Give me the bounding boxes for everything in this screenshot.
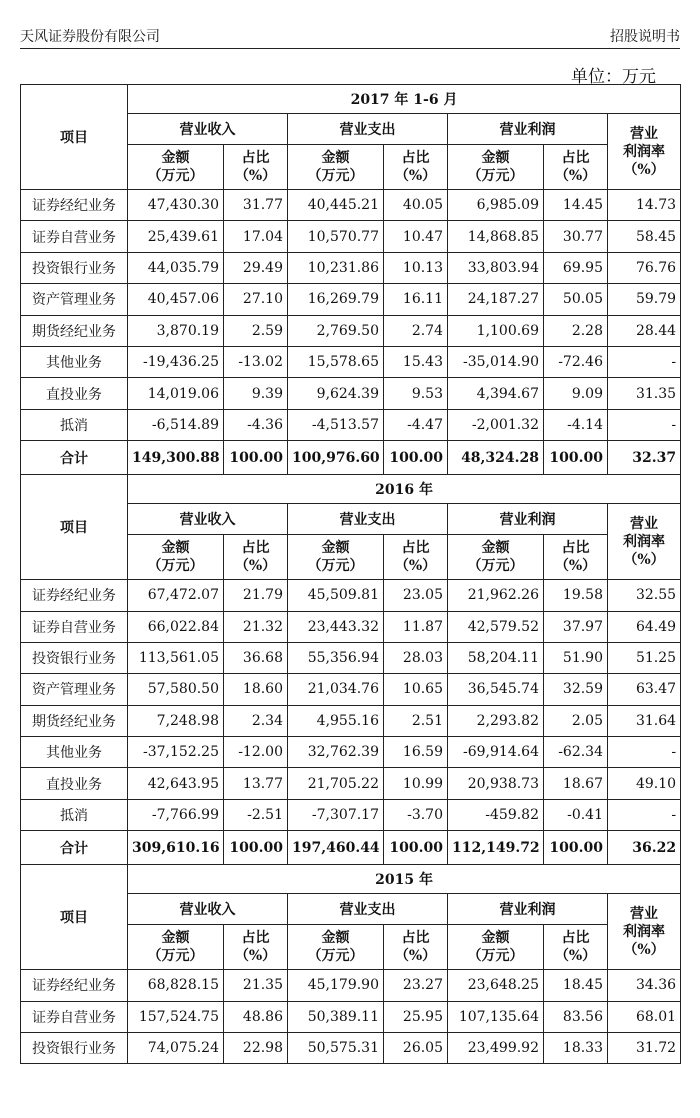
total-row <box>21 831 681 865</box>
value-cell: 17.04 <box>224 221 288 252</box>
ratio-header: 占比 （%） <box>384 535 448 580</box>
profit-header: 营业利润 <box>448 504 608 535</box>
total-label: 合计 <box>21 831 128 865</box>
value-cell: 66,022.84 <box>128 611 224 642</box>
amount-header: 金额 （万元） <box>128 145 224 190</box>
value-cell: 13.77 <box>224 768 288 799</box>
period-title: 2015 年 <box>128 865 681 894</box>
revenue-header: 营业收入 <box>128 114 288 145</box>
value-cell: 32.59 <box>544 674 608 705</box>
value-cell: 10.65 <box>384 674 448 705</box>
value-cell: 32,762.39 <box>288 737 384 768</box>
unit-label: 单位：万元 <box>571 67 656 87</box>
table-row <box>21 284 681 315</box>
value-cell: 76.76 <box>608 252 681 283</box>
value-cell: 18.33 <box>544 1033 608 1064</box>
value-cell: 67,472.07 <box>128 580 224 611</box>
value-cell: 34.36 <box>608 970 681 1001</box>
total-value: 48,324.28 <box>448 441 544 475</box>
table-row <box>21 580 681 611</box>
value-cell: 10.99 <box>384 768 448 799</box>
table-row <box>21 799 681 830</box>
value-cell: 36,545.74 <box>448 674 544 705</box>
revenue-header: 营业收入 <box>128 504 288 535</box>
value-cell: 16,269.79 <box>288 284 384 315</box>
total-row <box>21 441 681 475</box>
value-cell: 50,575.31 <box>288 1033 384 1064</box>
value-cell: 74,075.24 <box>128 1033 224 1064</box>
value-cell: 2,293.82 <box>448 705 544 736</box>
ratio-header: 占比 （%） <box>544 535 608 580</box>
expense-header: 营业支出 <box>288 114 448 145</box>
total-value: 36.22 <box>608 831 681 865</box>
value-cell: 2.74 <box>384 315 448 346</box>
item-header: 项目 <box>21 475 128 580</box>
value-cell: 37.97 <box>544 611 608 642</box>
value-cell: 45,509.81 <box>288 580 384 611</box>
value-cell: 6,985.09 <box>448 190 544 221</box>
value-cell: 30.77 <box>544 221 608 252</box>
business-line: 资产管理业务 <box>21 674 128 705</box>
value-cell: -19,436.25 <box>128 346 224 377</box>
value-cell: 21.35 <box>224 970 288 1001</box>
value-cell: 44,035.79 <box>128 252 224 283</box>
total-value: 149,300.88 <box>128 441 224 475</box>
total-value: 112,149.72 <box>448 831 544 865</box>
value-cell: 10.47 <box>384 221 448 252</box>
business-line: 证券自营业务 <box>21 221 128 252</box>
value-cell: 2.34 <box>224 705 288 736</box>
item-header: 项目 <box>21 85 128 190</box>
period-header-row <box>21 475 681 504</box>
business-line: 证券经纪业务 <box>21 970 128 1001</box>
value-cell: -62.34 <box>544 737 608 768</box>
table-row <box>21 252 681 283</box>
value-cell: -4.14 <box>544 409 608 440</box>
business-line: 投资银行业务 <box>21 252 128 283</box>
business-line: 期货经纪业务 <box>21 705 128 736</box>
value-cell: 58,204.11 <box>448 642 544 673</box>
value-cell: -7,307.17 <box>288 799 384 830</box>
value-cell: 2.51 <box>384 705 448 736</box>
value-cell: 14.45 <box>544 190 608 221</box>
ratio-header: 占比 （%） <box>544 145 608 190</box>
value-cell: 50,389.11 <box>288 1001 384 1032</box>
value-cell: 21,034.76 <box>288 674 384 705</box>
amount-header: 金额 （万元） <box>128 925 224 970</box>
value-cell: 21.79 <box>224 580 288 611</box>
value-cell: 107,135.64 <box>448 1001 544 1032</box>
value-cell: 2.59 <box>224 315 288 346</box>
total-value: 309,610.16 <box>128 831 224 865</box>
business-line: 其他业务 <box>21 346 128 377</box>
value-cell: -13.02 <box>224 346 288 377</box>
value-cell: -2.51 <box>224 799 288 830</box>
value-cell: -2,001.32 <box>448 409 544 440</box>
value-cell: -4.36 <box>224 409 288 440</box>
total-value: 100.00 <box>544 831 608 865</box>
value-cell: -0.41 <box>544 799 608 830</box>
table-row <box>21 768 681 799</box>
value-cell: 36.68 <box>224 642 288 673</box>
value-cell: -4.47 <box>384 409 448 440</box>
value-cell: 22.98 <box>224 1033 288 1064</box>
value-cell: 31.35 <box>608 378 681 409</box>
value-cell: 9,624.39 <box>288 378 384 409</box>
value-cell: 2.05 <box>544 705 608 736</box>
value-cell: 68,828.15 <box>128 970 224 1001</box>
value-cell: 2,769.50 <box>288 315 384 346</box>
value-cell: 45,179.90 <box>288 970 384 1001</box>
value-cell: 14.73 <box>608 190 681 221</box>
period-title: 2017 年 1-6 月 <box>128 85 681 114</box>
margin-header: 营业 利润率 （%） <box>608 894 681 970</box>
value-cell: 11.87 <box>384 611 448 642</box>
value-cell: -4,513.57 <box>288 409 384 440</box>
value-cell: 50.05 <box>544 284 608 315</box>
business-line: 投资银行业务 <box>21 642 128 673</box>
amount-header: 金额 （万元） <box>288 145 384 190</box>
margin-header: 营业 利润率 （%） <box>608 504 681 580</box>
value-cell: - <box>608 799 681 830</box>
value-cell: 9.09 <box>544 378 608 409</box>
amount-header: 金额 （万元） <box>448 535 544 580</box>
value-cell: 18.60 <box>224 674 288 705</box>
amount-header: 金额 （万元） <box>288 925 384 970</box>
value-cell: -7,766.99 <box>128 799 224 830</box>
total-value: 100,976.60 <box>288 441 384 475</box>
value-cell: 23.27 <box>384 970 448 1001</box>
value-cell: 42,643.95 <box>128 768 224 799</box>
segment-financial-table <box>20 84 681 1064</box>
business-line: 其他业务 <box>21 737 128 768</box>
value-cell: 18.67 <box>544 768 608 799</box>
value-cell: -3.70 <box>384 799 448 830</box>
value-cell: 24,187.27 <box>448 284 544 315</box>
expense-header: 营业支出 <box>288 504 448 535</box>
value-cell: 42,579.52 <box>448 611 544 642</box>
table-row <box>21 705 681 736</box>
value-cell: - <box>608 409 681 440</box>
total-value: 100.00 <box>224 831 288 865</box>
expense-header: 营业支出 <box>288 894 448 925</box>
value-cell: 3,870.19 <box>128 315 224 346</box>
business-line: 资产管理业务 <box>21 284 128 315</box>
business-line: 期货经纪业务 <box>21 315 128 346</box>
value-cell: 23.05 <box>384 580 448 611</box>
business-line: 抵消 <box>21 799 128 830</box>
margin-header: 营业 利润率 （%） <box>608 114 681 190</box>
business-line: 证券经纪业务 <box>21 580 128 611</box>
table-row <box>21 346 681 377</box>
table-row <box>21 190 681 221</box>
table-row <box>21 970 681 1001</box>
value-cell: 40,457.06 <box>128 284 224 315</box>
value-cell: 9.53 <box>384 378 448 409</box>
value-cell: 15,578.65 <box>288 346 384 377</box>
value-cell: 19.58 <box>544 580 608 611</box>
value-cell: 31.72 <box>608 1033 681 1064</box>
total-value: 197,460.44 <box>288 831 384 865</box>
revenue-header: 营业收入 <box>128 894 288 925</box>
value-cell: 32.55 <box>608 580 681 611</box>
value-cell: 16.59 <box>384 737 448 768</box>
value-cell: 10,570.77 <box>288 221 384 252</box>
value-cell: 9.39 <box>224 378 288 409</box>
value-cell: 48.86 <box>224 1001 288 1032</box>
value-cell: 25,439.61 <box>128 221 224 252</box>
value-cell: 10,231.86 <box>288 252 384 283</box>
value-cell: -72.46 <box>544 346 608 377</box>
business-line: 直投业务 <box>21 768 128 799</box>
value-cell: 15.43 <box>384 346 448 377</box>
value-cell: 10.13 <box>384 252 448 283</box>
table-row <box>21 611 681 642</box>
value-cell: 14,868.85 <box>448 221 544 252</box>
value-cell: 14,019.06 <box>128 378 224 409</box>
document-type: 招股说明书 <box>610 29 680 45</box>
table-row <box>21 409 681 440</box>
ratio-header: 占比 （%） <box>224 535 288 580</box>
ratio-header: 占比 （%） <box>224 925 288 970</box>
company-name: 天风证券股份有限公司 <box>20 29 160 45</box>
amount-header: 金额 （万元） <box>448 145 544 190</box>
table-row <box>21 221 681 252</box>
value-cell: 4,394.67 <box>448 378 544 409</box>
value-cell: 23,499.92 <box>448 1033 544 1064</box>
value-cell: 31.77 <box>224 190 288 221</box>
value-cell: 68.01 <box>608 1001 681 1032</box>
value-cell: 4,955.16 <box>288 705 384 736</box>
value-cell: 31.64 <box>608 705 681 736</box>
table-row <box>21 642 681 673</box>
value-cell: 27.10 <box>224 284 288 315</box>
value-cell: 25.95 <box>384 1001 448 1032</box>
value-cell: 49.10 <box>608 768 681 799</box>
value-cell: -35,014.90 <box>448 346 544 377</box>
business-line: 投资银行业务 <box>21 1033 128 1064</box>
value-cell: - <box>608 346 681 377</box>
table-row <box>21 315 681 346</box>
value-cell: 64.49 <box>608 611 681 642</box>
value-cell: 51.25 <box>608 642 681 673</box>
ratio-header: 占比 （%） <box>224 145 288 190</box>
value-cell: 69.95 <box>544 252 608 283</box>
business-line: 证券自营业务 <box>21 1001 128 1032</box>
ratio-header: 占比 （%） <box>384 925 448 970</box>
period-header-row <box>21 85 681 114</box>
total-value: 32.37 <box>608 441 681 475</box>
value-cell: 33,803.94 <box>448 252 544 283</box>
profit-header: 营业利润 <box>448 894 608 925</box>
value-cell: 113,561.05 <box>128 642 224 673</box>
table-row <box>21 1001 681 1032</box>
value-cell: -6,514.89 <box>128 409 224 440</box>
table-row <box>21 737 681 768</box>
value-cell: 21.32 <box>224 611 288 642</box>
value-cell: 55,356.94 <box>288 642 384 673</box>
value-cell: 51.90 <box>544 642 608 673</box>
total-value: 100.00 <box>224 441 288 475</box>
business-line: 证券经纪业务 <box>21 190 128 221</box>
value-cell: 40.05 <box>384 190 448 221</box>
value-cell: 2.28 <box>544 315 608 346</box>
business-line: 抵消 <box>21 409 128 440</box>
profit-header: 营业利润 <box>448 114 608 145</box>
value-cell: -37,152.25 <box>128 737 224 768</box>
total-value: 100.00 <box>384 831 448 865</box>
value-cell: 157,524.75 <box>128 1001 224 1032</box>
page-header <box>20 22 680 49</box>
value-cell: 16.11 <box>384 284 448 315</box>
table-row <box>21 378 681 409</box>
total-label: 合计 <box>21 441 128 475</box>
period-title: 2016 年 <box>128 475 681 504</box>
value-cell: 1,100.69 <box>448 315 544 346</box>
value-cell: -12.00 <box>224 737 288 768</box>
value-cell: 63.47 <box>608 674 681 705</box>
value-cell: 47,430.30 <box>128 190 224 221</box>
table-row <box>21 674 681 705</box>
amount-header: 金额 （万元） <box>128 535 224 580</box>
value-cell: -69,914.64 <box>448 737 544 768</box>
value-cell: 21,962.26 <box>448 580 544 611</box>
value-cell: 29.49 <box>224 252 288 283</box>
table-row <box>21 1033 681 1064</box>
item-header: 项目 <box>21 865 128 970</box>
amount-header: 金额 （万元） <box>448 925 544 970</box>
value-cell: 58.45 <box>608 221 681 252</box>
value-cell: 83.56 <box>544 1001 608 1032</box>
value-cell: 40,445.21 <box>288 190 384 221</box>
amount-header: 金额 （万元） <box>288 535 384 580</box>
total-value: 100.00 <box>544 441 608 475</box>
value-cell: - <box>608 737 681 768</box>
value-cell: -459.82 <box>448 799 544 830</box>
value-cell: 23,443.32 <box>288 611 384 642</box>
value-cell: 57,580.50 <box>128 674 224 705</box>
value-cell: 23,648.25 <box>448 970 544 1001</box>
value-cell: 28.44 <box>608 315 681 346</box>
total-value: 100.00 <box>384 441 448 475</box>
ratio-header: 占比 （%） <box>384 145 448 190</box>
value-cell: 18.45 <box>544 970 608 1001</box>
period-header-row <box>21 865 681 894</box>
value-cell: 28.03 <box>384 642 448 673</box>
value-cell: 26.05 <box>384 1033 448 1064</box>
ratio-header: 占比 （%） <box>544 925 608 970</box>
business-line: 证券自营业务 <box>21 611 128 642</box>
value-cell: 20,938.73 <box>448 768 544 799</box>
value-cell: 59.79 <box>608 284 681 315</box>
business-line: 直投业务 <box>21 378 128 409</box>
value-cell: 7,248.98 <box>128 705 224 736</box>
value-cell: 21,705.22 <box>288 768 384 799</box>
